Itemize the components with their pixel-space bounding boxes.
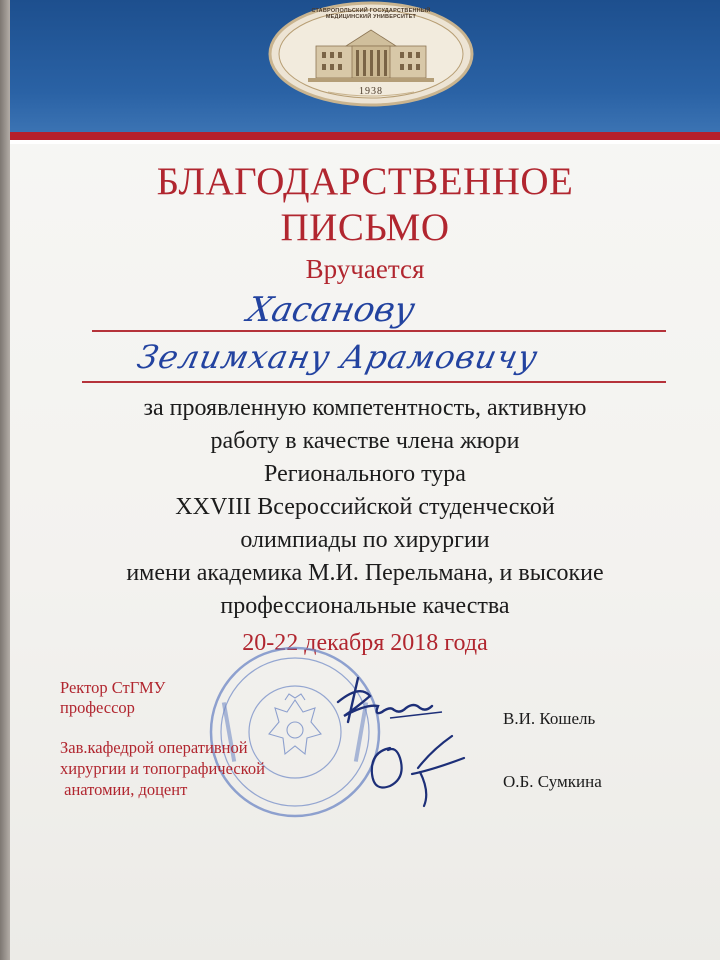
awarded-label: Вручается bbox=[305, 254, 425, 284]
signatory-1-title-line-1: Ректор СтГМУ bbox=[60, 678, 166, 697]
signature-koshel-icon bbox=[330, 672, 450, 728]
signature-sumkina-icon bbox=[360, 728, 470, 810]
body-line-5: олимпиады по хирургии bbox=[240, 527, 490, 553]
signatory-1-title-line-2: профессор bbox=[60, 698, 135, 717]
title-line-1: БЛАГОДАРСТВЕННОЕ bbox=[156, 160, 574, 203]
university-emblem bbox=[268, 0, 474, 108]
header-white-stripe bbox=[10, 140, 720, 144]
recipient-line-1 bbox=[92, 330, 666, 332]
header-red-stripe bbox=[10, 132, 720, 140]
signatory-2-title-line-3: анатомии, доцент bbox=[60, 780, 188, 799]
university-name: СТАВРОПОЛЬСКИЙ ГОСУДАРСТВЕННЫЙ МЕДИЦИНСКИЙ УНИВЕРСИТЕТ bbox=[311, 8, 431, 20]
body-line-1: за проявленную компетентность, активную bbox=[143, 395, 587, 421]
body-line-3: Регионального тура bbox=[264, 461, 466, 487]
official-stamp-icon bbox=[205, 642, 385, 822]
body-line-7: профессиональные качества bbox=[220, 593, 510, 619]
recipient-name: Зелимхану Арамовичу bbox=[133, 338, 542, 376]
recipient-surname: Хасанову bbox=[243, 290, 419, 330]
recipient-line-2 bbox=[82, 381, 666, 383]
body-line-4: XXVIII Всероссийской студенческой bbox=[175, 494, 555, 520]
body-line-2: работу в качестве члена жюри bbox=[210, 428, 520, 454]
signatory-2-name: О.Б. Сумкина bbox=[503, 772, 602, 791]
body-line-6: имени академика М.И. Перельмана, и высокие bbox=[126, 560, 604, 586]
event-date: 20-22 декабря 2018 года bbox=[242, 630, 488, 656]
signatory-1-name: В.И. Кошель bbox=[503, 709, 596, 728]
page-edge-shadow bbox=[0, 0, 10, 960]
certificate-sheet bbox=[10, 0, 720, 960]
founding-year: 1938 bbox=[359, 86, 383, 97]
signatory-2-title-line-1: Зав.кафедрой оперативной bbox=[60, 738, 248, 757]
signatory-2-title-line-2: хирургии и топографической bbox=[60, 759, 265, 778]
title-line-2: ПИСЬМО bbox=[280, 206, 450, 249]
